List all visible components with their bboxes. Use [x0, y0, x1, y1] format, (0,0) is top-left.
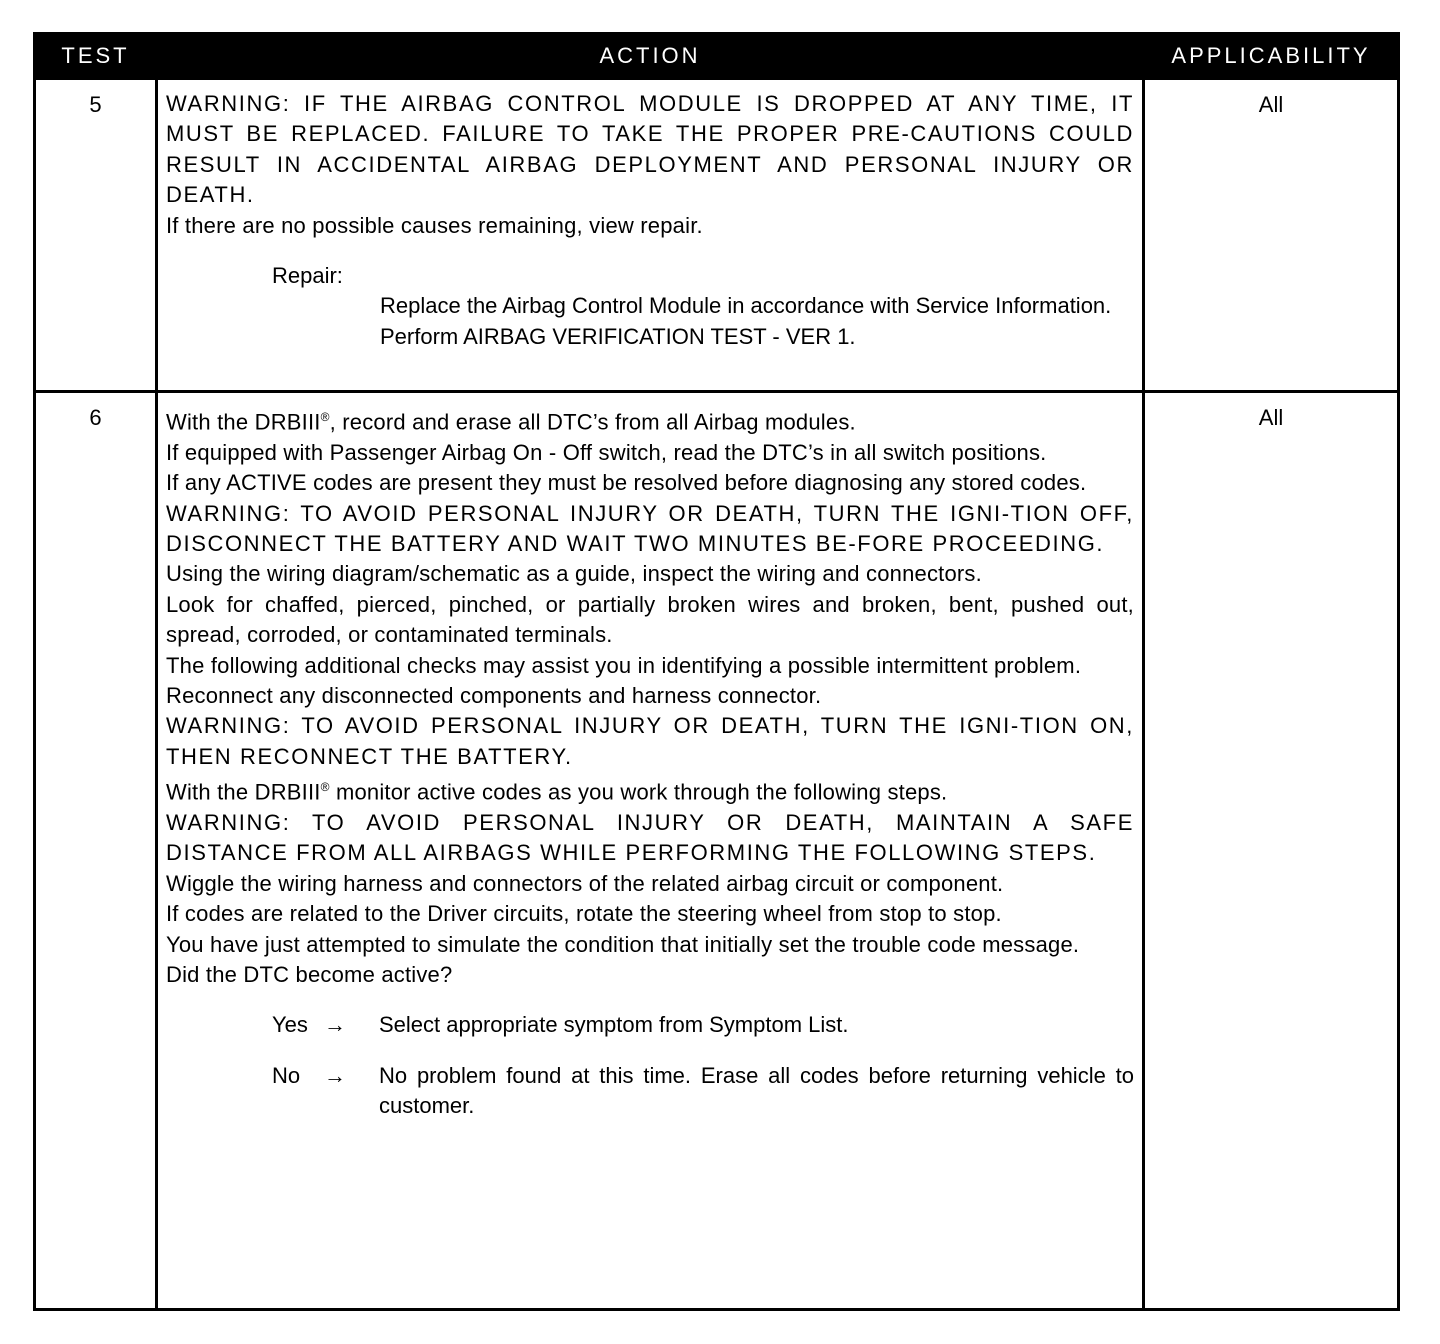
table-row [35, 392, 1399, 1310]
header-test: TEST [35, 34, 157, 79]
registered-mark: ® [320, 780, 330, 795]
applicability-value: All [1144, 79, 1399, 392]
repair-label: Repair: [272, 263, 343, 289]
action-line: If codes are related to the Driver circuits, rotate the steering wheel from stop to stop. [166, 901, 1002, 927]
action-line [166, 772, 1134, 808]
no-branch [166, 1061, 1134, 1122]
question-line: Did the DTC become active? [166, 961, 453, 987]
header-action: ACTION [157, 34, 1144, 79]
arrow-right-icon: → [324, 1012, 346, 1038]
action-line: If equipped with Passenger Airbag On - Off switch, read the DTC’s in all switch positions. [166, 439, 1047, 465]
test-number: 6 [35, 392, 157, 1310]
yes-text: Select appropriate symptom from Symptom List. [379, 1012, 849, 1038]
action-line: Look for chaffed, pierced, pinched, or partially broken wires and broken, bent, pushed out, spread, corroded, or contaminated terminals. [166, 591, 1134, 648]
test-number: 5 [35, 79, 157, 392]
no-text: No problem found at this time. Erase all codes before returning vehicle to customer. [379, 1062, 1134, 1119]
action-line: If there are no possible causes remaining, view repair. [166, 212, 703, 238]
action-line: Using the wiring diagram/schematic as a guide, inspect the wiring and connectors. [166, 561, 982, 587]
arrow-right-icon: → [324, 1062, 346, 1088]
action-line: The following additional checks may assist you in identifying a possible intermittent problem. [166, 652, 1082, 678]
action-line: Reconnect any disconnected components and harness connector. [166, 682, 822, 708]
repair-step: Perform AIRBAG VERIFICATION TEST - VER 1. [380, 323, 856, 349]
yes-label: Yes [272, 1012, 308, 1038]
action-text: With the DRBIII [166, 409, 321, 435]
warning-text: WARNING: IF THE AIRBAG CONTROL MODULE IS DROPPED AT ANY TIME, IT MUST BE REPLACED. FAILURE TO TAKE THE PROPER PRE-CAUTIONS COULD RESULT IN ACCIDENTAL AIRBAG DEPLOYMENT AND PERSONAL INJURY OR DEATH. [166, 91, 1134, 208]
yes-branch [166, 1010, 1134, 1040]
no-label: No [272, 1062, 301, 1088]
header-applicability: APPLICABILITY [1144, 34, 1399, 79]
action-text: With the DRBIII [166, 779, 321, 805]
action-line: Wiggle the wiring harness and connectors of the related airbag circuit or component. [166, 870, 1004, 896]
diagnostic-table-sheet [33, 32, 1397, 1311]
action-cell [157, 392, 1144, 1310]
warning-text: WARNING: TO AVOID PERSONAL INJURY OR DEATH, MAINTAIN A SAFE DISTANCE FROM ALL AIRBAGS WHILE PERFORMING THE FOLLOWING STEPS. [166, 809, 1134, 866]
warning-text: WARNING: TO AVOID PERSONAL INJURY OR DEATH, TURN THE IGNI-TION OFF, DISCONNECT THE BATTERY AND WAIT TWO MINUTES BE-FORE PROCEEDING. [166, 500, 1134, 556]
diagnostic-table [33, 32, 1400, 1311]
action-text: monitor active codes as you work through the following steps. [329, 779, 948, 805]
repair-step: Replace the Airbag Control Module in accordance with Service Information. [380, 293, 1112, 319]
warning-text: WARNING: TO AVOID PERSONAL INJURY OR DEATH, TURN THE IGNI-TION ON, THEN RECONNECT THE BATTERY. [166, 713, 1134, 769]
table-row [35, 79, 1399, 392]
action-line: You have just attempted to simulate the condition that initially set the trouble code message. [166, 931, 1080, 957]
action-line: If any ACTIVE codes are present they must be resolved before diagnosing any stored codes. [166, 470, 1087, 496]
header-row [35, 34, 1399, 79]
action-line [166, 402, 1134, 438]
action-cell [157, 79, 1144, 392]
applicability-value: All [1144, 392, 1399, 1310]
action-text: , record and erase all DTC’s from all Airbag modules. [329, 409, 856, 435]
registered-mark: ® [320, 410, 330, 424]
